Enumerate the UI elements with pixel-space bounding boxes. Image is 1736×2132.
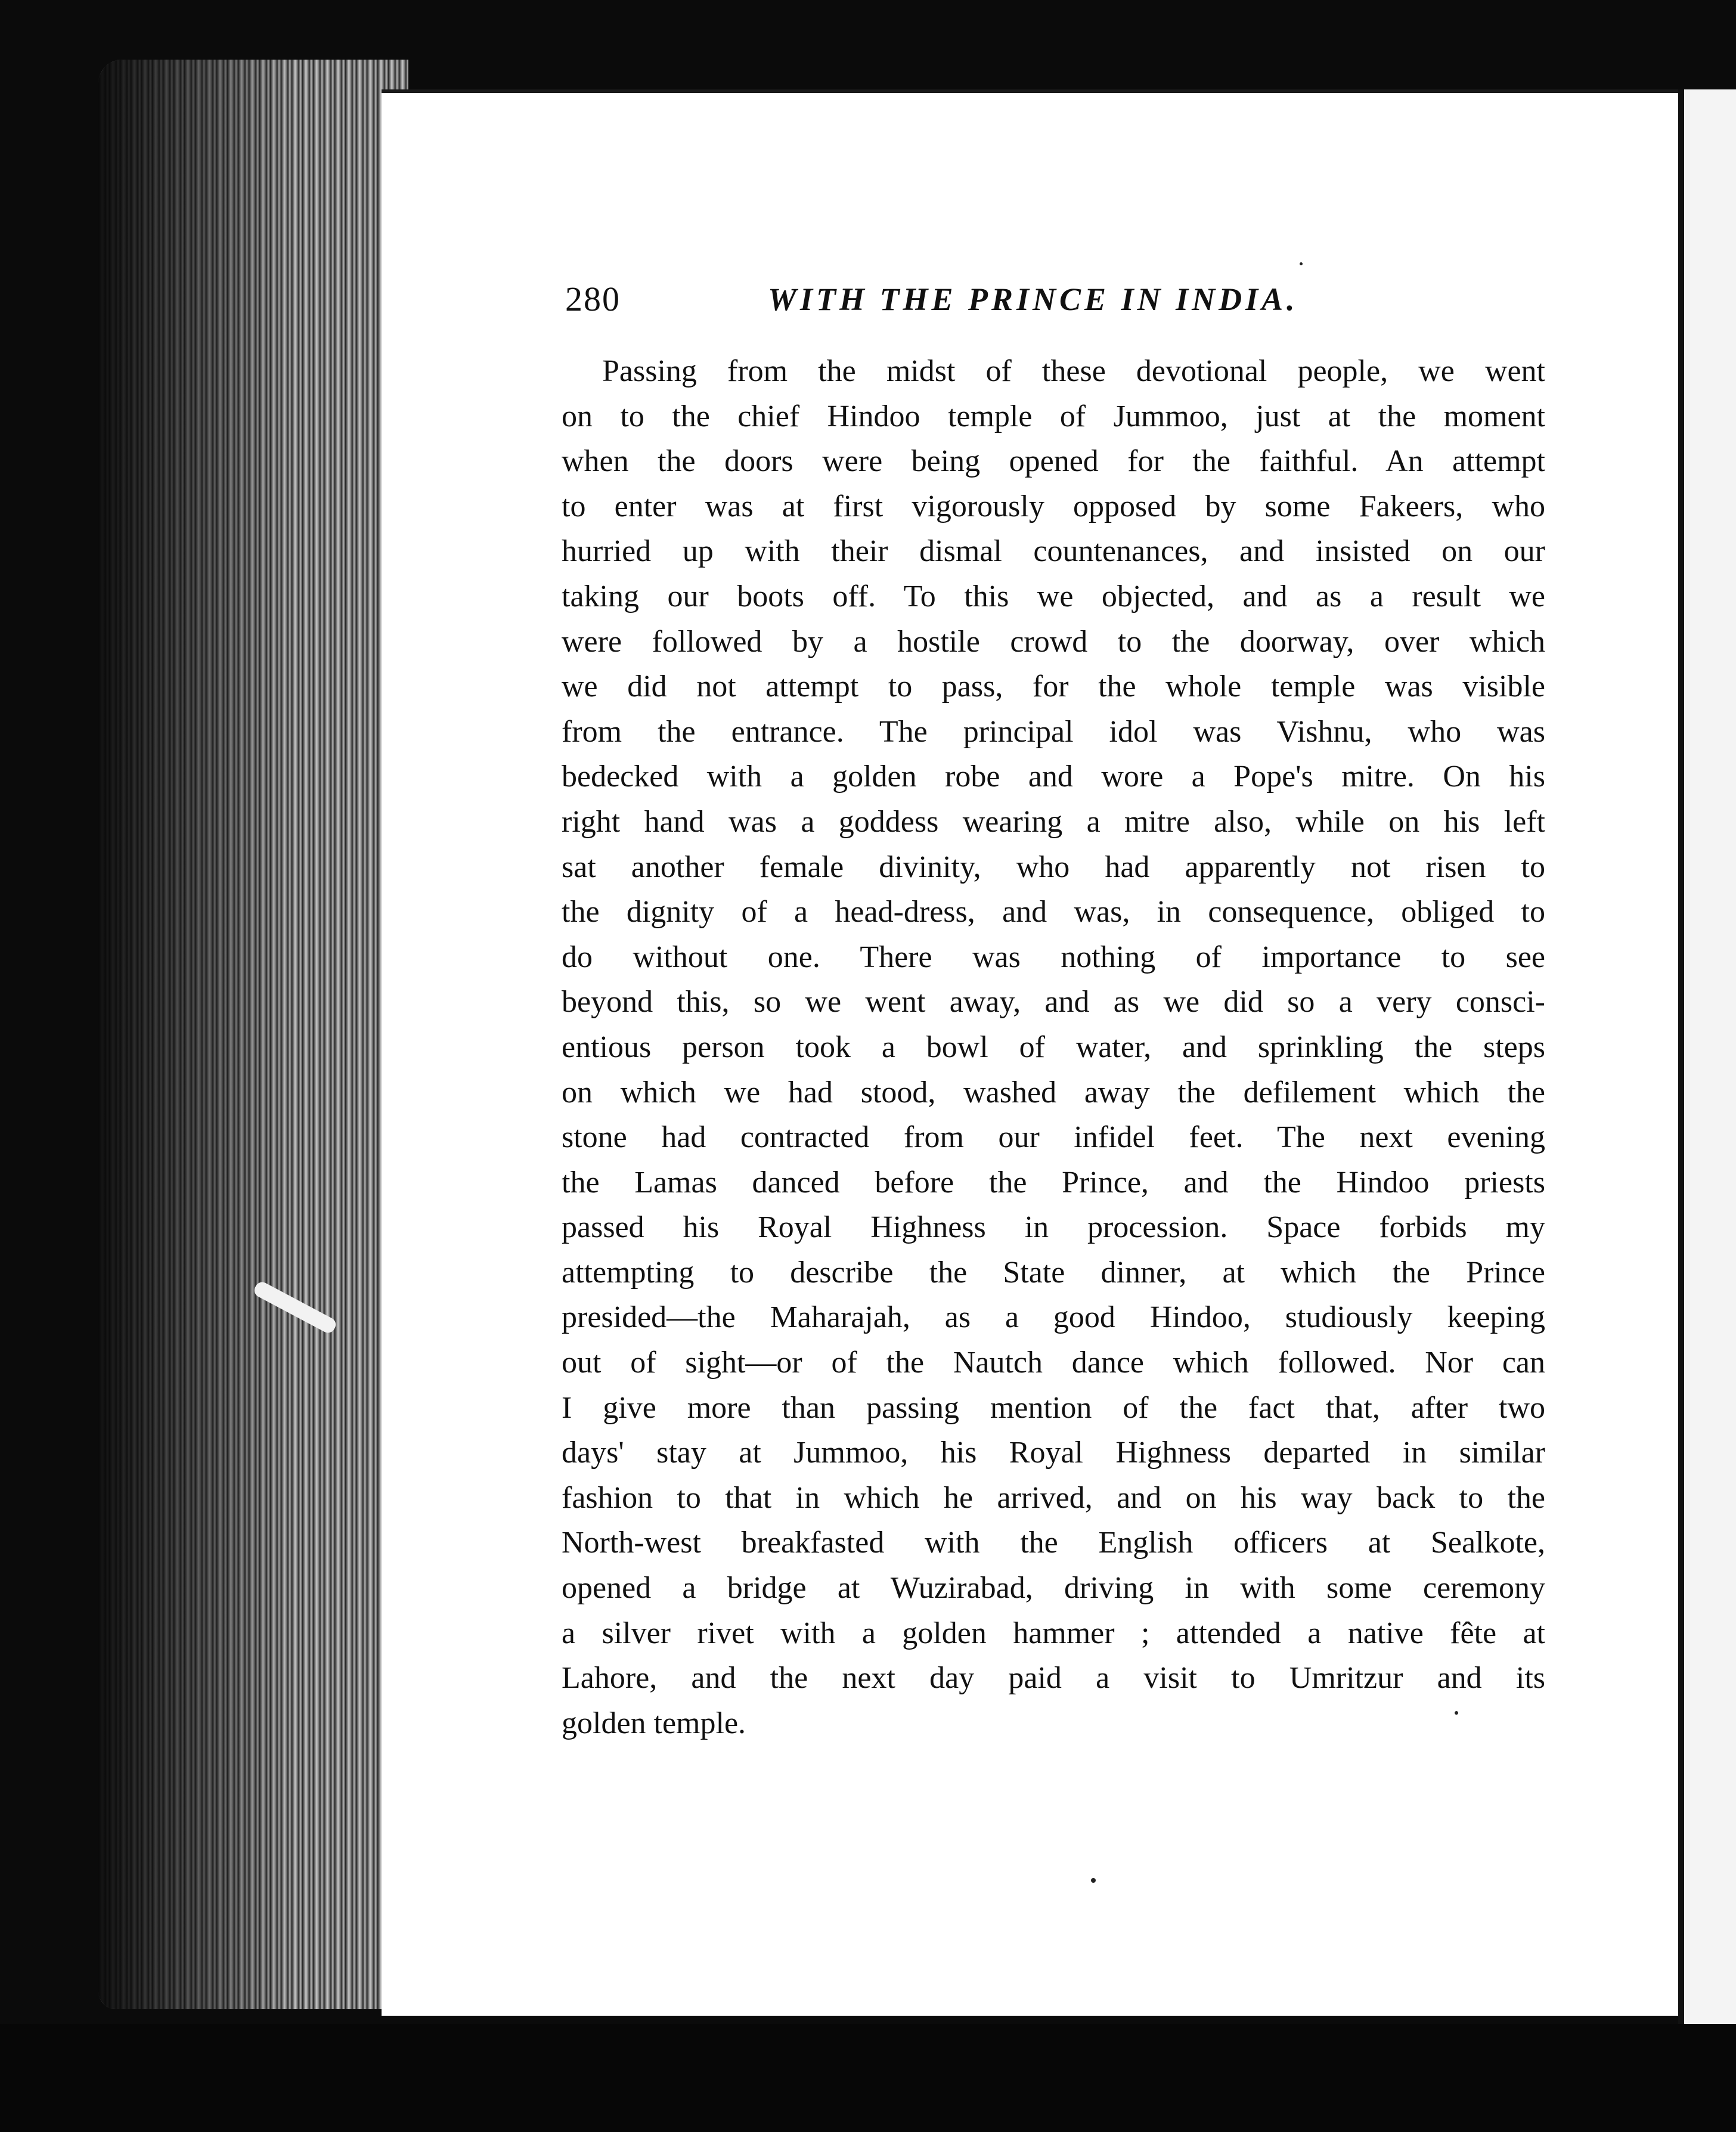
text-line: opened a bridge at Wuzirabad, driving in with some ceremony xyxy=(562,1571,1545,1606)
running-header xyxy=(565,275,1543,323)
text-line: North-west breakfasted with the English officers at Sealkote, xyxy=(562,1526,1545,1560)
text-line: attempting to describe the State dinner, at which the Prince xyxy=(562,1255,1545,1290)
text-line: we did not attempt to pass, for the whole temple was visible xyxy=(562,670,1545,704)
text-line: beyond this, so we went away, and as we did so a very consci- xyxy=(562,985,1545,1019)
text-line: presided—the Maharajah, as a good Hindoo, studiously keeping xyxy=(562,1300,1545,1335)
text-line: passed his Royal Highness in procession. Space forbids my xyxy=(562,1210,1545,1245)
text-line: the dignity of a head-dress, and was, in consequence, obliged to xyxy=(562,895,1545,929)
text-line: fashion to that in which he arrived, and on his way back to the xyxy=(562,1480,1545,1515)
text-line: out of sight—or of the Nautch dance which followed. Nor can xyxy=(562,1346,1545,1380)
text-line: do without one. There was nothing of importance to see xyxy=(562,940,1545,974)
text-line: golden temple. xyxy=(562,1706,746,1740)
scan-speck xyxy=(1455,1711,1458,1715)
text-line: bedecked with a golden robe and wore a Pope's mitre. On his xyxy=(562,760,1545,794)
text-line: the Lamas danced before the Prince, and the Hindoo priests xyxy=(562,1165,1545,1200)
text-line: entious person took a bowl of water, and sprinkling the steps xyxy=(562,1030,1545,1064)
text-line: when the doors were being opened for the faithful. An attempt xyxy=(562,444,1545,479)
text-line: Lahore, and the next day paid a visit to Umritzur and its xyxy=(562,1661,1545,1696)
body-paragraph xyxy=(562,349,1545,1746)
text-line: I give more than passing mention of the fact that, after two xyxy=(562,1390,1545,1425)
scan-background xyxy=(0,2024,1736,2132)
text-line: taking our boots off. To this we objected, and as a result we xyxy=(562,579,1545,613)
page-number: 280 xyxy=(565,280,621,318)
running-title: WITH THE PRINCE IN INDIA. xyxy=(768,281,1298,317)
text-line: a silver rivet with a golden hammer ; attended a native fête at xyxy=(562,1616,1545,1650)
text-line: on to the chief Hindoo temple of Jummoo, just at the moment xyxy=(562,399,1545,433)
text-line: from the entrance. The principal idol was Vishnu, who was xyxy=(562,714,1545,749)
scan-speck xyxy=(1300,262,1303,265)
text-line: days' stay at Jummoo, his Royal Highness departed in similar xyxy=(562,1436,1545,1470)
text-line: on which we had stood, washed away the defilement which the xyxy=(562,1075,1545,1110)
text-line: hurried up with their dismal countenances, and insisted on our xyxy=(562,534,1545,569)
text-line: to enter was at first vigorously opposed by some Fakeers, who xyxy=(562,489,1545,523)
facing-page-edge xyxy=(1678,89,1736,2075)
text-line: stone had contracted from our infidel feet. The next evening xyxy=(562,1120,1545,1155)
text-line: Passing from the midst of these devotional people, we went xyxy=(602,354,1545,388)
text-line: right hand was a goddess wearing a mitre also, while on his left xyxy=(562,804,1545,839)
book-spine-shadow xyxy=(98,60,295,2009)
scan-speck xyxy=(1091,1878,1096,1883)
text-line: were followed by a hostile crowd to the doorway, over which xyxy=(562,624,1545,659)
text-line: sat another female divinity, who had apparently not risen to xyxy=(562,850,1545,884)
